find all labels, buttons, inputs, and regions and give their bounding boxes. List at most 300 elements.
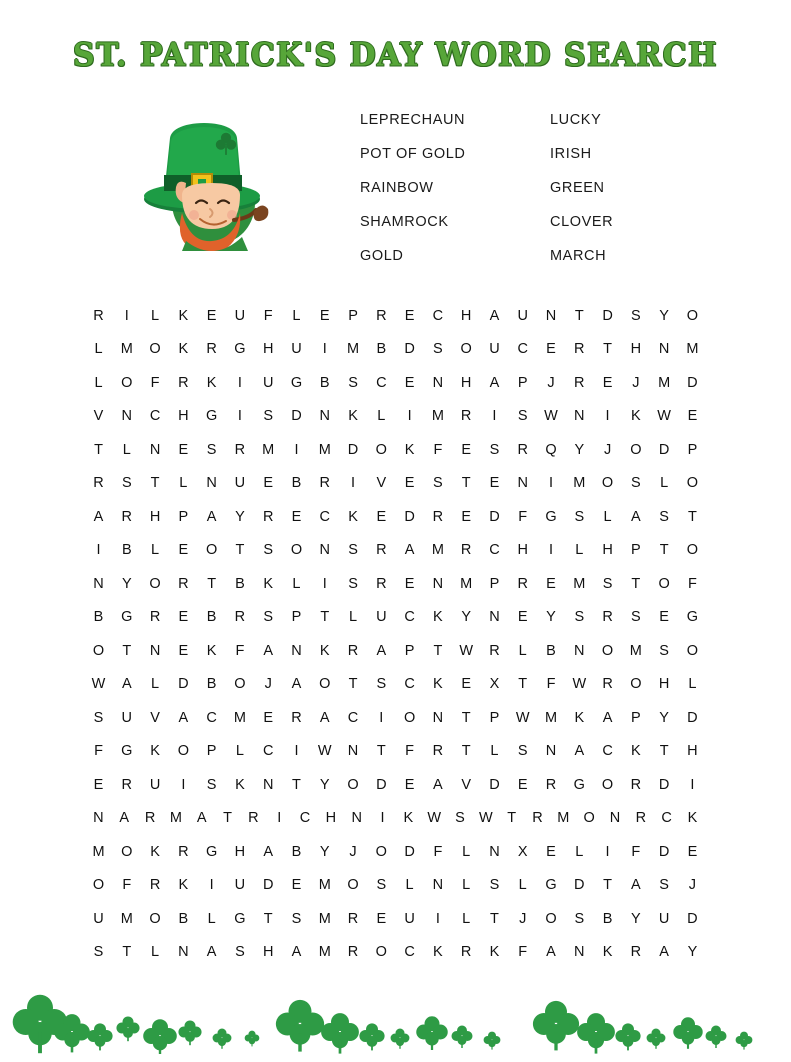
grid-cell: S	[517, 743, 528, 760]
grid-cell: S	[93, 709, 104, 726]
grid-cell: A	[404, 542, 415, 559]
grid-row	[86, 936, 706, 970]
grid-cell: C	[299, 810, 311, 827]
grid-cell: V	[461, 776, 471, 793]
grid-cell: M	[431, 408, 444, 425]
grid-cell: R	[460, 408, 472, 425]
grid-cell: B	[291, 843, 302, 860]
grid-cell: L	[292, 575, 301, 592]
grid-cell: E	[404, 475, 415, 492]
grid-cell: T	[659, 743, 669, 760]
grid-cell: P	[489, 575, 500, 592]
grid-cell: W	[317, 743, 332, 760]
grid-cell: E	[178, 609, 189, 626]
grid-cell: C	[602, 743, 613, 760]
grid-cell: K	[433, 609, 443, 626]
grid-cell: L	[518, 877, 527, 894]
grid-cell: G	[121, 609, 133, 626]
grid-cell: K	[178, 307, 189, 324]
grid-cell: F	[405, 743, 415, 760]
grid-cell: A	[376, 642, 387, 659]
grid-cell: K	[433, 676, 443, 693]
grid-cell: K	[150, 843, 160, 860]
grid-cell: L	[151, 676, 160, 693]
word-item: RAINBOW	[360, 180, 434, 196]
grid-cell: F	[235, 642, 245, 659]
grid-cell: K	[574, 709, 585, 726]
grid-cell: T	[603, 341, 612, 358]
grid-cell: B	[93, 609, 104, 626]
grid-cell: Y	[546, 609, 556, 626]
grid-cell: R	[489, 642, 500, 659]
grid-cell: I	[351, 475, 356, 492]
grid-cell: A	[631, 508, 641, 525]
grid-cell: T	[376, 743, 386, 760]
grid-cell: O	[686, 475, 699, 492]
grid-cell: S	[235, 944, 245, 961]
grid-cell: I	[96, 542, 101, 559]
grid-cell: R	[432, 743, 444, 760]
grid-cell: F	[518, 508, 528, 525]
grid-cell: W	[515, 709, 530, 726]
grid-cell: Y	[659, 307, 669, 324]
grid-cell: A	[631, 877, 641, 894]
grid-cell: A	[546, 944, 556, 961]
grid-cell: H	[262, 341, 274, 358]
grid-cell: L	[151, 307, 160, 324]
grid-cell: T	[507, 810, 517, 827]
grid-cell: A	[489, 307, 500, 324]
grid-cell: U	[234, 877, 246, 894]
grid-cell: O	[375, 944, 387, 961]
grid-cell: F	[433, 441, 443, 458]
grid-row	[86, 567, 706, 601]
grid-cell: K	[319, 642, 330, 659]
grid-cell: I	[548, 475, 554, 492]
grid-cell: H	[602, 542, 613, 559]
grid-row	[86, 366, 706, 400]
grid-cell: U	[291, 341, 302, 358]
grid-cell: H	[262, 944, 274, 961]
grid-cell: U	[489, 341, 500, 358]
grid-cell: I	[237, 408, 242, 425]
grid-cell: N	[351, 810, 362, 827]
grid-row	[86, 668, 706, 702]
grid-cell: L	[207, 910, 216, 927]
grid-cell: O	[583, 810, 595, 827]
grid-cell: S	[659, 508, 669, 525]
grid-cell: E	[546, 575, 556, 592]
grid-cell: L	[575, 542, 584, 559]
grid-cell: F	[263, 307, 273, 324]
grid-cell: P	[206, 743, 217, 760]
shamrock-border	[0, 974, 791, 1054]
grid-cell: L	[462, 877, 471, 894]
grid-row	[86, 835, 706, 869]
grid-cell: M	[318, 441, 331, 458]
grid-cell: H	[460, 374, 472, 391]
grid-cell: R	[602, 676, 613, 693]
grid-cell: J	[688, 877, 697, 894]
grid-cell: M	[658, 374, 671, 391]
grid-cell: K	[178, 877, 189, 894]
grid-cell: P	[489, 709, 500, 726]
grid-cell: E	[602, 374, 613, 391]
grid-cell: N	[291, 642, 302, 659]
grid-cell: C	[661, 810, 672, 827]
grid-cell: O	[149, 575, 161, 592]
grid-cell: O	[375, 441, 387, 458]
grid-cell: E	[376, 508, 387, 525]
grid-cell: H	[325, 810, 337, 827]
grid-cell: I	[294, 743, 299, 760]
grid-cell: M	[544, 709, 558, 726]
grid-cell: R	[347, 910, 359, 927]
grid-cell: O	[686, 307, 699, 324]
grid-cell: D	[347, 441, 359, 458]
word-item: SHAMROCK	[360, 214, 449, 230]
grid-cell: S	[121, 475, 132, 492]
grid-cell: S	[348, 374, 358, 391]
grid-cell: N	[432, 575, 444, 592]
grid-cell: D	[687, 709, 698, 726]
grid-cell: C	[404, 676, 415, 693]
grid-cell: P	[348, 307, 358, 324]
grid-cell: E	[517, 776, 528, 793]
grid-cell: T	[292, 776, 301, 793]
grid-cell: R	[291, 709, 302, 726]
grid-cell: L	[151, 944, 160, 961]
grid-cell: I	[435, 910, 440, 927]
grid-cell: B	[291, 475, 302, 492]
grid-cell: M	[169, 810, 182, 827]
grid-cell: N	[319, 408, 330, 425]
grid-cell: L	[603, 508, 612, 525]
grid-cell: N	[545, 307, 557, 324]
grid-cell: G	[573, 776, 585, 793]
grid-cell: K	[602, 944, 613, 961]
grid-cell: D	[376, 776, 387, 793]
grid-cell: O	[149, 341, 161, 358]
grid-cell: I	[294, 441, 299, 458]
grid-cell: K	[206, 642, 217, 659]
grid-cell: L	[462, 910, 471, 927]
grid-cell: O	[375, 843, 387, 860]
grid-cell: I	[124, 307, 129, 324]
grid-cell: D	[658, 843, 670, 860]
grid-cell: S	[206, 776, 217, 793]
grid-cell: E	[291, 877, 302, 894]
grid-cell: E	[687, 408, 698, 425]
grid-cell: K	[263, 575, 274, 592]
grid-cell: C	[347, 709, 359, 726]
grid-cell: M	[92, 843, 105, 860]
grid-cell: Y	[461, 609, 471, 626]
grid-cell: G	[686, 609, 699, 626]
grid-cell: H	[687, 743, 698, 760]
grid-cell: W	[572, 676, 587, 693]
grid-cell: G	[234, 910, 246, 927]
word-item: LUCKY	[550, 112, 602, 128]
grid-cell: I	[277, 810, 282, 827]
grid-cell: E	[517, 609, 528, 626]
grid-cell: G	[545, 877, 557, 894]
grid-cell: R	[149, 877, 161, 894]
grid-cell: O	[347, 877, 359, 894]
grid-cell: Q	[545, 441, 557, 458]
grid-cell: S	[348, 575, 358, 592]
grid-cell: T	[603, 877, 612, 894]
grid-cell: S	[631, 475, 641, 492]
grid-row	[86, 601, 706, 635]
grid-cell: C	[404, 944, 415, 961]
grid-cell: R	[574, 341, 585, 358]
grid-cell: L	[94, 341, 103, 358]
grid-cell: E	[178, 542, 189, 559]
grid-cell: A	[119, 810, 130, 827]
grid-cell: E	[263, 709, 274, 726]
grid-cell: E	[489, 475, 500, 492]
grid-cell: L	[151, 542, 160, 559]
grid-row	[86, 333, 706, 367]
grid-cell: W	[657, 408, 671, 425]
grid-cell: F	[433, 843, 443, 860]
grid-cell: F	[631, 843, 641, 860]
grid-cell: J	[547, 374, 555, 391]
grid-cell: O	[403, 709, 416, 726]
grid-cell: R	[517, 441, 528, 458]
grid-cell: N	[432, 374, 444, 391]
grid-cell: E	[461, 676, 471, 693]
word-list-column-2	[550, 103, 613, 273]
grid-cell: C	[517, 341, 528, 358]
grid-cell: O	[686, 542, 699, 559]
word-item: IRISH	[550, 146, 592, 162]
grid-cell: A	[121, 676, 132, 693]
grid-cell: I	[407, 408, 412, 425]
grid-cell: T	[223, 810, 232, 827]
grid-cell: C	[149, 408, 161, 425]
grid-cell: L	[348, 609, 358, 626]
grid-cell: A	[263, 843, 274, 860]
grid-cell: C	[206, 709, 217, 726]
grid-cell: K	[150, 743, 160, 760]
word-search-grid	[86, 299, 706, 969]
grid-cell: T	[433, 642, 443, 659]
grid-cell: T	[263, 910, 273, 927]
grid-cell: S	[263, 609, 274, 626]
grid-cell: S	[659, 877, 669, 894]
grid-cell: H	[517, 542, 528, 559]
grid-cell: S	[433, 475, 443, 492]
grid-cell: R	[121, 776, 133, 793]
grid-cell: A	[206, 944, 217, 961]
grid-cell: Y	[687, 944, 698, 961]
grid-cell: N	[319, 542, 330, 559]
grid-row	[86, 634, 706, 668]
grid-cell: B	[546, 642, 556, 659]
grid-cell: D	[687, 374, 698, 391]
grid-cell: B	[178, 910, 189, 927]
grid-cell: L	[405, 877, 414, 894]
grid-cell: G	[234, 341, 246, 358]
grid-cell: H	[460, 307, 472, 324]
grid-cell: T	[207, 575, 217, 592]
grid-cell: N	[574, 642, 585, 659]
word-list	[360, 103, 613, 273]
grid-cell: D	[489, 776, 500, 793]
grid-cell: D	[404, 843, 415, 860]
grid-cell: I	[237, 374, 242, 391]
grid-cell: W	[91, 676, 106, 693]
grid-cell: Y	[121, 575, 132, 592]
grid-cell: N	[574, 408, 585, 425]
grid-cell: S	[206, 441, 217, 458]
grid-cell: M	[233, 709, 246, 726]
grid-cell: J	[349, 843, 357, 860]
grid-row	[86, 433, 706, 467]
grid-cell: R	[532, 810, 543, 827]
grid-row	[86, 701, 706, 735]
grid-cell: I	[322, 575, 327, 592]
grid-cell: O	[601, 642, 614, 659]
grid-cell: R	[234, 441, 246, 458]
grid-cell: E	[404, 575, 415, 592]
grid-cell: S	[574, 910, 585, 927]
grid-cell: S	[602, 575, 613, 592]
grid-cell: O	[121, 843, 133, 860]
grid-cell: S	[574, 609, 585, 626]
grid-cell: F	[94, 743, 103, 760]
grid-cell: M	[346, 341, 360, 358]
grid-cell: S	[574, 508, 585, 525]
grid-cell: R	[178, 374, 189, 391]
grid-cell: B	[319, 374, 330, 391]
word-item: GOLD	[360, 248, 404, 264]
grid-cell: D	[602, 307, 613, 324]
grid-cell: T	[122, 944, 132, 961]
grid-cell: K	[631, 408, 641, 425]
grid-cell: J	[632, 374, 640, 391]
grid-cell: O	[686, 642, 699, 659]
grid-cell: C	[262, 743, 274, 760]
grid-cell: R	[347, 944, 359, 961]
grid-cell: J	[603, 441, 612, 458]
grid-cell: L	[94, 374, 103, 391]
grid-cell: R	[630, 944, 642, 961]
grid-cell: D	[489, 508, 500, 525]
grid-cell: D	[687, 910, 698, 927]
grid-cell: F	[518, 944, 528, 961]
grid-cell: B	[602, 910, 613, 927]
grid-cell: T	[94, 441, 103, 458]
grid-row	[86, 902, 706, 936]
grid-cell: N	[149, 642, 161, 659]
grid-cell: I	[380, 810, 385, 827]
grid-cell: F	[546, 676, 556, 693]
grid-cell: E	[659, 609, 669, 626]
grid-cell: M	[431, 542, 444, 559]
grid-cell: U	[234, 475, 246, 492]
grid-cell: N	[121, 408, 133, 425]
grid-cell: N	[93, 810, 104, 827]
grid-cell: E	[291, 508, 302, 525]
grid-cell: R	[635, 810, 647, 827]
grid-cell: H	[630, 341, 642, 358]
grid-cell: T	[122, 642, 132, 659]
grid-cell: R	[347, 642, 359, 659]
grid-cell: K	[403, 810, 414, 827]
grid-cell: A	[263, 642, 274, 659]
grid-cell: A	[206, 508, 217, 525]
grid-row	[86, 735, 706, 769]
grid-cell: S	[348, 542, 358, 559]
grid-cell: O	[92, 642, 105, 659]
grid-cell: R	[574, 374, 585, 391]
grid-cell: T	[631, 575, 641, 592]
grid-cell: D	[574, 877, 585, 894]
grid-cell: I	[492, 408, 497, 425]
grid-cell: T	[461, 743, 471, 760]
leprechaun-icon	[130, 91, 300, 251]
grid-row	[86, 400, 706, 434]
grid-row	[86, 802, 706, 836]
grid-cell: R	[149, 609, 161, 626]
grid-cell: W	[544, 408, 558, 425]
grid-cell: R	[319, 475, 330, 492]
grid-cell: D	[658, 776, 670, 793]
grid-cell: R	[234, 609, 246, 626]
grid-cell: K	[433, 944, 443, 961]
grid-row	[86, 500, 706, 534]
grid-cell: K	[404, 441, 415, 458]
grid-cell: Y	[659, 709, 669, 726]
grid-cell: H	[178, 408, 189, 425]
grid-cell: S	[659, 642, 669, 659]
grid-cell: A	[489, 374, 500, 391]
grid-cell: I	[209, 877, 214, 894]
grid-cell: E	[263, 475, 274, 492]
grid-cell: R	[630, 776, 642, 793]
grid-cell: G	[205, 843, 218, 860]
grid-cell: R	[248, 810, 259, 827]
grid-cell: S	[489, 877, 500, 894]
grid-cell: R	[93, 475, 104, 492]
grid-cell: B	[206, 676, 217, 693]
grid-cell: R	[178, 843, 189, 860]
grid-cell: E	[461, 508, 471, 525]
grid-cell: I	[379, 709, 384, 726]
grid-cell: W	[427, 810, 442, 827]
grid-cell: E	[206, 307, 217, 324]
grid-cell: W	[478, 810, 493, 827]
grid-cell: R	[602, 609, 613, 626]
grid-cell: N	[178, 944, 189, 961]
grid-cell: D	[262, 877, 274, 894]
grid-cell: T	[461, 709, 471, 726]
grid-cell: F	[687, 575, 697, 592]
grid-cell: A	[196, 810, 207, 827]
grid-cell: M	[120, 910, 133, 927]
grid-cell: S	[489, 441, 500, 458]
grid-cell: M	[318, 877, 331, 894]
grid-cell: I	[605, 843, 610, 860]
grid-cell: N	[262, 776, 274, 793]
grid-cell: O	[234, 676, 246, 693]
grid-cell: R	[460, 944, 472, 961]
grid-cell: T	[150, 475, 160, 492]
grid-cell: E	[376, 910, 387, 927]
